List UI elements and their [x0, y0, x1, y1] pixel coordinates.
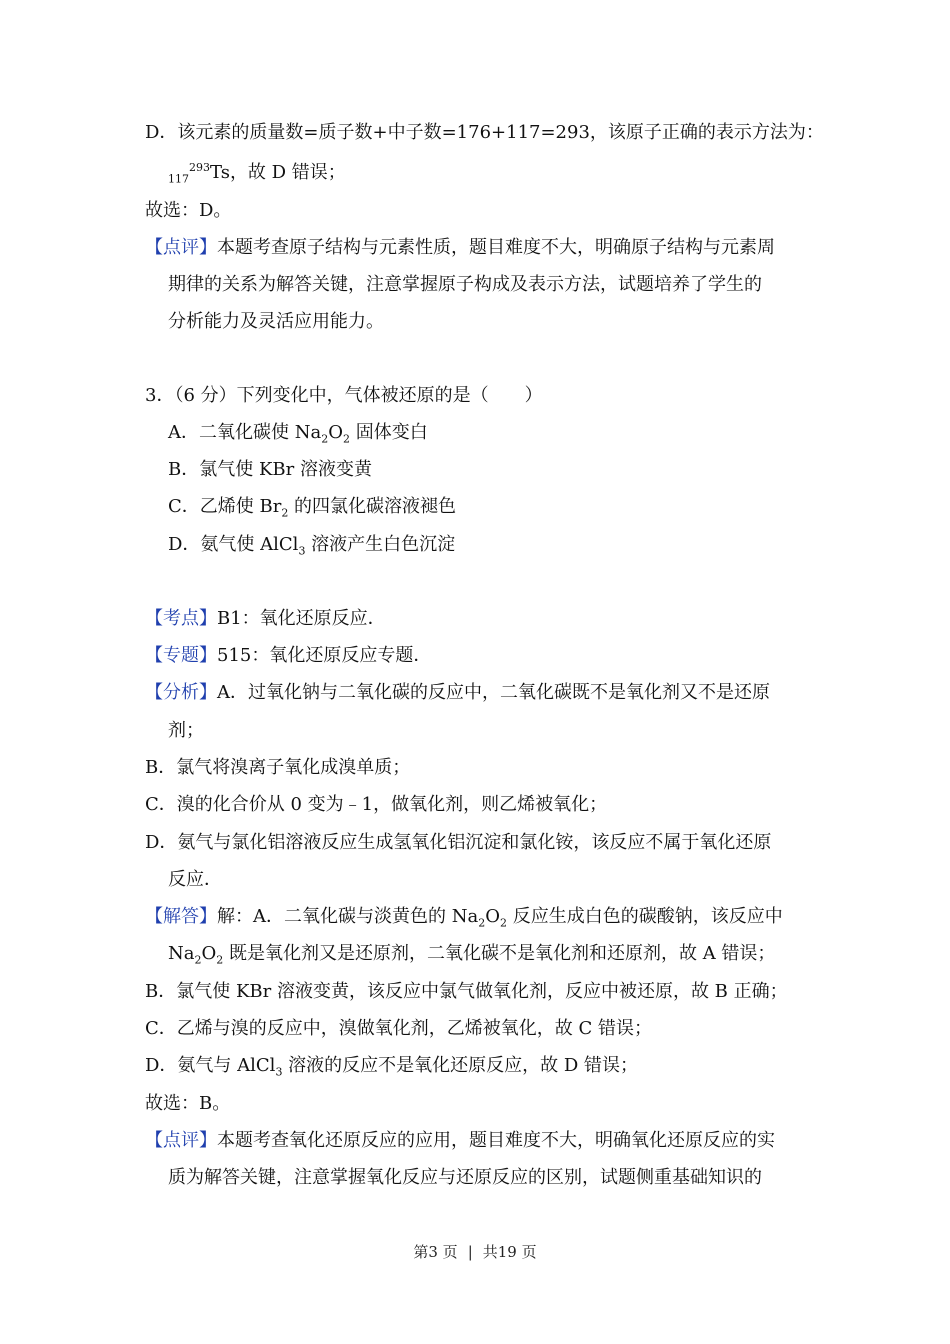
q3-option-c: C．乙烯使 $Br_2$ 的四氯化碳溶液褪色: [168, 496, 457, 520]
q3-jieda-a-line1: 【解答】解：A．二氧化碳与淡黄色的 $Na_2O_2$ 反应生成白色的碳酸钠，该反应中: [145, 906, 783, 930]
q2-answer: 故选：D。: [145, 200, 232, 221]
q3-option-a: A．二氧化碳使 $Na_2O_2$ 固体变白: [168, 422, 428, 446]
q3-kaodian: 【考点】B1：氧化还原反应．: [145, 608, 386, 629]
page-footer: [0, 1242, 950, 1262]
q3-fenxi-d-line2: 反应．: [168, 869, 222, 890]
q2-option-d-line2: $_{117}^{293}$Ts，故 D 错误；: [168, 161, 346, 186]
q3-option-b: B．氯气使 KBr 溶液变黄: [168, 459, 372, 480]
footer-separator: |: [467, 1243, 473, 1261]
q3-fenxi-c: C．溴的化合价从 0 变为﹣1，做氧化剂，则乙烯被氧化；: [145, 794, 608, 815]
page-total: 共19 页: [482, 1243, 537, 1261]
q3-zhuanti: 【专题】515：氧化还原反应专题．: [145, 645, 432, 666]
q3-jieda-d: D．氨气与 AlCl$_3$ 溶液的反应不是氧化还原反应，故 D 错误；: [145, 1055, 639, 1079]
q2-comment-line3: 分析能力及灵活应用能力。: [168, 311, 384, 332]
q2-comment-line2: 期律的关系为解答关键，注意掌握原子构成及表示方法，试题培养了学生的: [168, 274, 762, 295]
q3-comment-tag: 【点评】: [145, 1130, 217, 1151]
q3-comment-line2: 质为解答关键，注意掌握氧化反应与还原反应的区别，试题侧重基础知识的: [168, 1167, 762, 1188]
kaodian-tag: 【考点】: [145, 608, 217, 629]
q2-comment-tag: 【点评】: [145, 237, 217, 258]
q2-option-d-line1: D．该元素的质量数=质子数+中子数=176+117=293，该原子正确的表示方法为：: [145, 122, 824, 143]
q3-jieda-c: C．乙烯与溴的反应中，溴做氧化剂，乙烯被氧化，故 C 错误；: [145, 1018, 652, 1039]
q3-fenxi-b: B．氯气将溴离子氧化成溴单质；: [145, 757, 411, 778]
q3-answer: 故选：B。: [145, 1093, 231, 1114]
q3-fenxi-a-line1: 【分析】A．过氧化钠与二氧化碳的反应中，二氧化碳既不是氧化剂又不是还原: [145, 682, 770, 703]
q3-fenxi-d-line1: D．氨气与氯化铝溶液反应生成氢氧化铝沉淀和氯化铵，该反应不属于氧化还原: [145, 832, 772, 853]
q3-stem: 3．（6 分）下列变化中，气体被还原的是（ ）: [145, 385, 543, 406]
q2-comment-line1: 【点评】本题考查原子结构与元素性质，题目难度不大，明确原子结构与元素周: [145, 237, 775, 258]
page-number: 第3 页: [413, 1243, 458, 1261]
zhuanti-tag: 【专题】: [145, 645, 217, 666]
fenxi-tag: 【分析】: [145, 682, 217, 703]
q3-jieda-b: B．氯气使 KBr 溶液变黄，该反应中氯气做氧化剂，反应中被还原，故 B 正确；: [145, 981, 788, 1002]
q3-comment-line1: 【点评】本题考查氧化还原反应的应用，题目难度不大，明确氧化还原反应的实: [145, 1130, 775, 1151]
q3-option-d: D．氨气使 AlCl$_3$ 溶液产生白色沉淀: [168, 534, 456, 558]
q3-jieda-a-line2: $Na_2O_2$ 既是氧化剂又是还原剂，二氧化碳不是氧化剂和还原剂，故 A 错误；: [168, 943, 776, 967]
q3-fenxi-a-line2: 剂；: [168, 720, 204, 741]
jieda-tag: 【解答】: [145, 906, 217, 927]
